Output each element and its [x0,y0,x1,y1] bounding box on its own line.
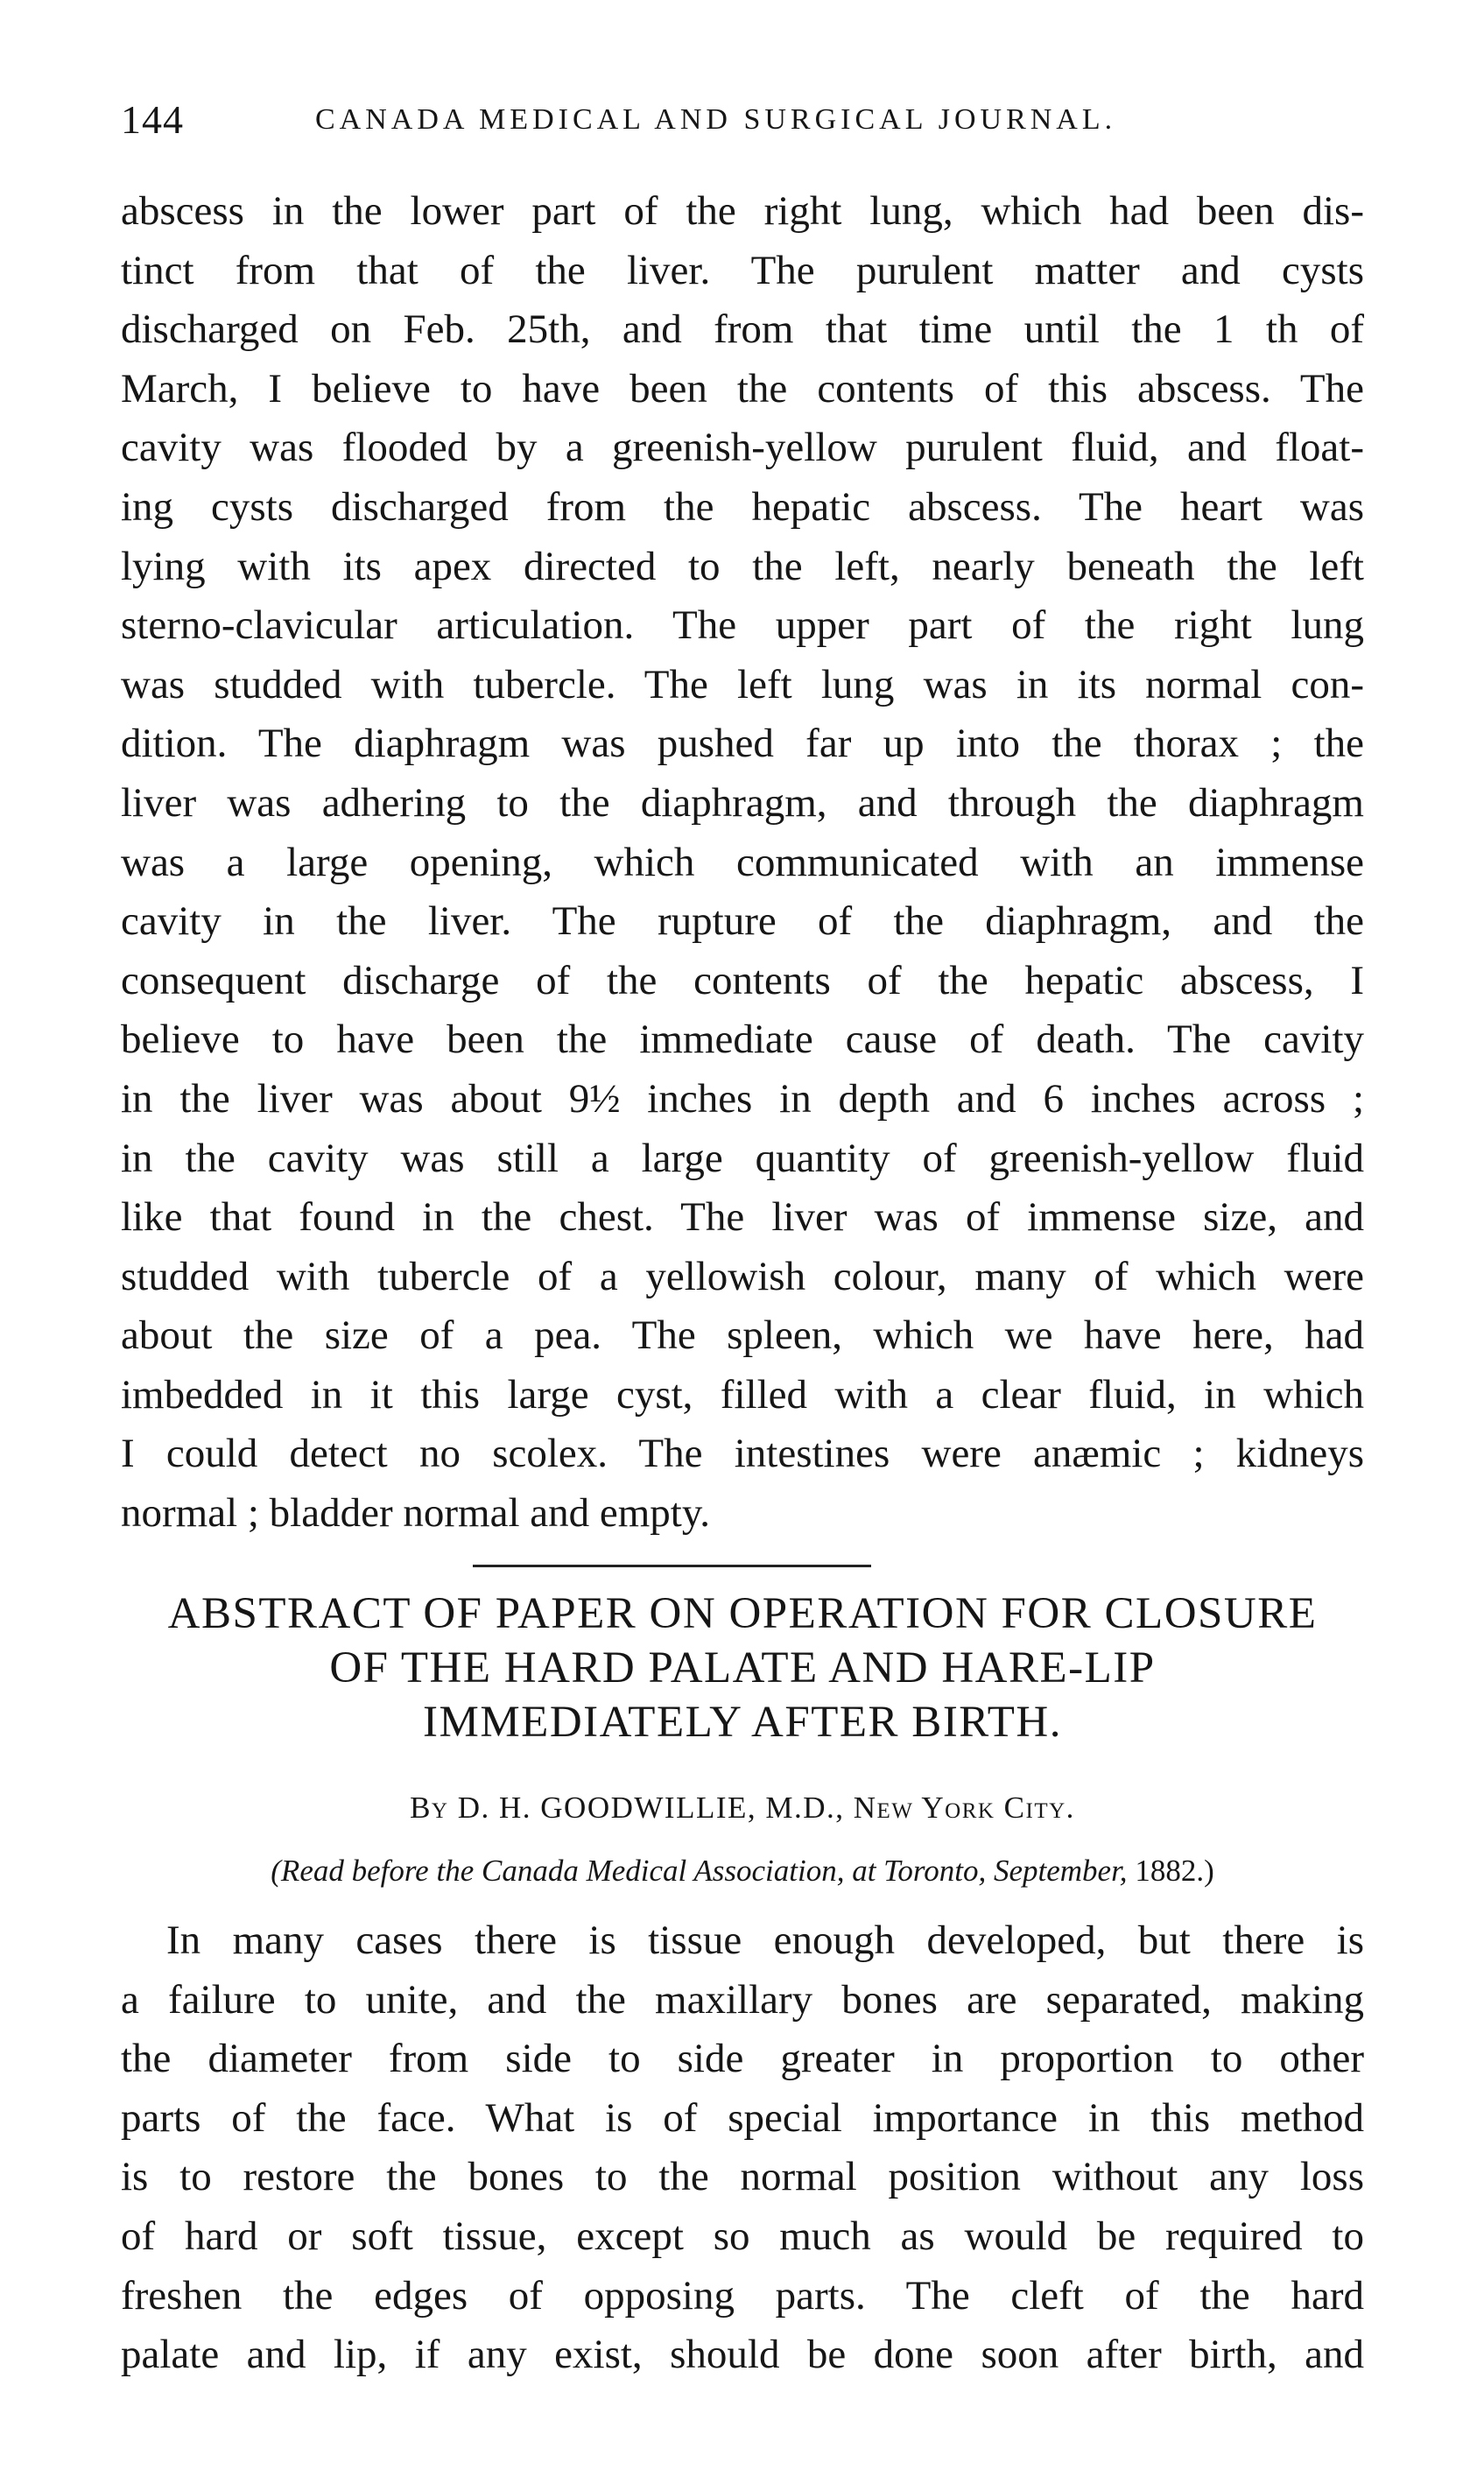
text-line: I could detect no scolex. The intestines were anæmic ; kidneys [121,1431,1364,1477]
text-line: cavity in the liver. The rupture of the diaphragm, and the [121,898,1364,945]
article-title [121,1587,1364,1749]
author-location: New York City. [853,1791,1075,1825]
text-line: believe to have been the immediate cause of death. The cavity [121,1017,1364,1063]
author-name: D. H. GOODWILLIE, M.D., [457,1791,845,1825]
title-line: IMMEDIATELY AFTER BIRTH. [422,1698,1062,1747]
text-line: cavity was flooded by a greenish-yellow purulent fluid, and float- [121,425,1364,471]
text-line: palate and lip, if any exist, should be done soon after birth, and [121,2332,1364,2378]
read-before-note [121,1854,1364,1889]
text-line: is to restore the bones to the normal position without any loss [121,2154,1364,2200]
text-line: in the liver was about 9½ inches in depth and 6 inches across ; [121,1075,1364,1122]
abstract-paragraph [121,1911,1364,2385]
case-report-paragraph [121,182,1364,1544]
text-line: lying with its apex directed to the left, nearly beneath the left [121,543,1364,589]
text-line: discharged on Feb. 25th, and from that time until the 1 th of [121,306,1364,353]
running-head [121,96,1364,149]
text-line: ing cysts discharged from the hepatic abscess. The heart was [121,483,1364,530]
page-number: 144 [121,97,184,142]
text-line: like that found in the chest. The liver was of immense size, and [121,1194,1364,1241]
text-line: tinct from that of the liver. The purulent matter and cysts [121,247,1364,293]
note-year: 1882.) [1135,1854,1214,1888]
text-line: about the size of a pea. The spleen, which we have here, had [121,1312,1364,1359]
text-line: parts of the face. What is of special importance in this method [121,2094,1364,2141]
text-line: was studded with tubercle. The left lung was in its normal con- [121,661,1364,707]
text-line: in the cavity was still a large quantity of greenish-yellow fluid [121,1135,1364,1181]
text-line: the diameter from side to side greater in proportion to other [121,2036,1364,2082]
text-line: freshen the edges of opposing parts. The cleft of the hard [121,2272,1364,2319]
text-line: March, I believe to have been the contents of this abscess. The [121,365,1364,412]
text-line: In many cases there is tissue enough developed, but there is [166,1918,1364,1963]
text-line: was a large opening, which communicated with an immense [121,839,1364,885]
text-line: consequent discharge of the contents of the hepatic abscess, I [121,957,1364,1003]
section-divider [473,1565,871,1567]
text-line: a failure to unite, and the maxillary bones are separated, making [121,1976,1364,2023]
text-line: normal ; bladder normal and empty. [121,1490,711,1537]
text-line: of hard or soft tissue, except so much as would be required to [121,2213,1364,2259]
text-line: sterno-clavicular articulation. The upper part of the right lung [121,602,1364,649]
title-line: OF THE HARD PALATE AND HARE-LIP [329,1643,1156,1692]
byline-prefix: By [410,1791,449,1825]
title-line: ABSTRACT OF PAPER ON OPERATION FOR CLOSURE [167,1589,1318,1638]
journal-title: CANADA MEDICAL AND SURGICAL JOURNAL. [315,103,1117,136]
note-text: (Read before the Canada Medical Association, at Toronto, September, [271,1854,1128,1888]
text-line: liver was adhering to the diaphragm, and through the diaphragm [121,779,1364,826]
byline [121,1791,1364,1826]
text-line: studded with tubercle of a yellowish colour, many of which were [121,1253,1364,1299]
text-line: dition. The diaphragm was pushed far up into the thorax ; the [121,721,1364,767]
text-line: imbedded in it this large cyst, filled with a clear fluid, in which [121,1371,1364,1418]
text-line: abscess in the lower part of the right lung, which had been dis- [121,188,1364,234]
